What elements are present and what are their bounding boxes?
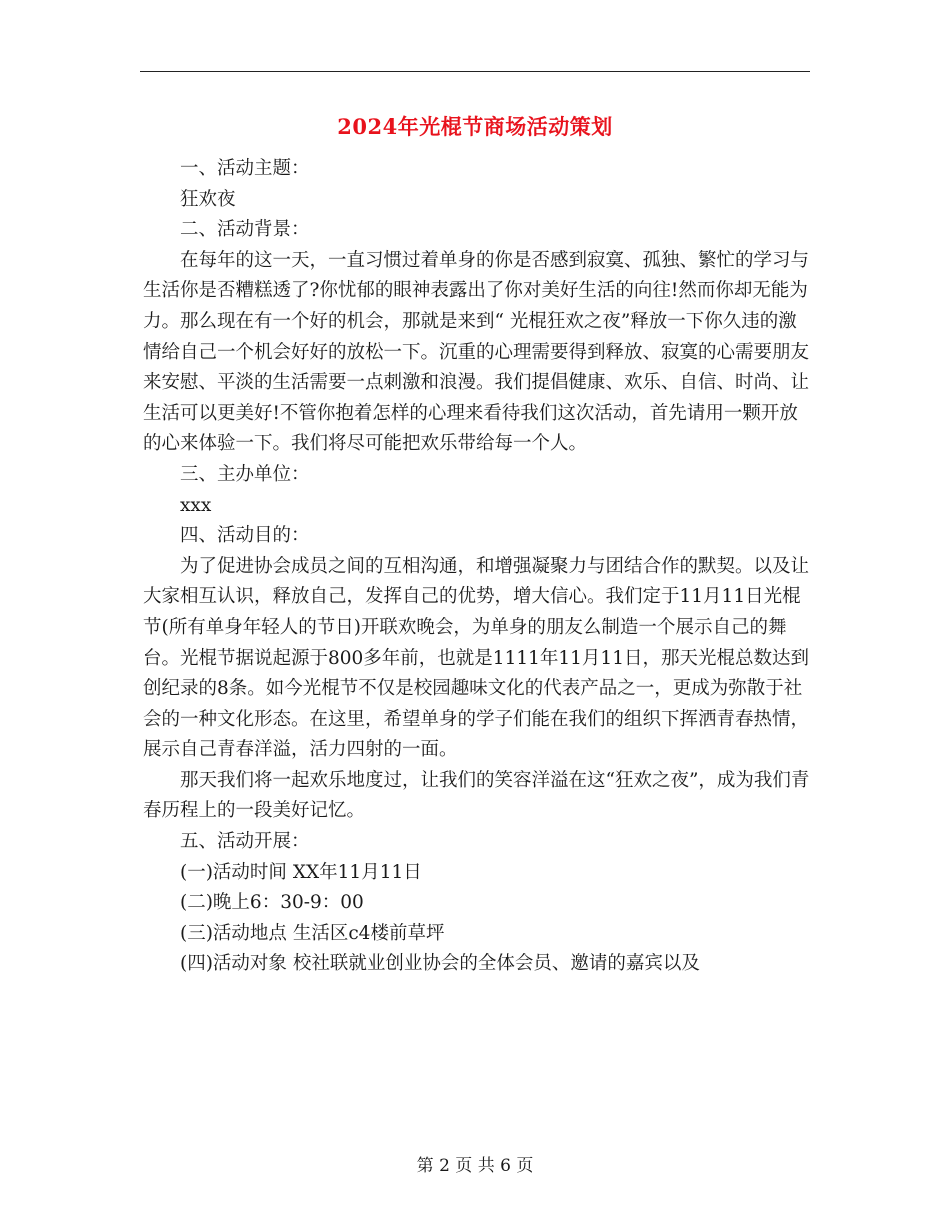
purpose-closing-paragraph: 那天我们将一起欢乐地度过，让我们的笑容洋溢在这“狂欢之夜”，成为我们青春历程上的一段美好记忆。 [143, 769, 810, 822]
section-heading-theme: 一、活动主题： [180, 158, 310, 179]
header-rule [140, 71, 810, 72]
section-heading-activities: 五、活动开展： [180, 831, 310, 853]
activity-audience: (四)活动对象 校社联就业创业协会的全体会员、邀请的嘉宾以及 [180, 953, 700, 975]
purpose-paragraph: 为了促进协会成员之间的互相沟通，和增强凝聚力与团结合作的默契。以及让大家相互认识，释放自己，发挥自己的优势，增大信心。我们定于11月11日光棍节(所有单身年轻人的节日)开联欢晚会，为单身的朋友么制造一个展示自己的舞台。光棍节据说起源于800多年前，也就是1111年11月11日，那天光棍总数达到创纪录的8条。如今光棍节不仅是校园趣味文化的代表产品之一，更成为弥散于社会的一种文化形态。在这里，希望单身的学子们能在我们的组织下挥洒青春热情，展示自己青春洋溢，活力四射的一面。 [143, 555, 810, 761]
section-heading-purpose: 四、活动目的： [180, 525, 310, 547]
theme-value: 狂欢夜 [180, 188, 236, 210]
document-title: 2024年光棍节商场活动策划 [337, 114, 613, 139]
background-paragraph: 在每年的这一天，一直习惯过着单身的你是否感到寂寞、孤独、繁忙的学习与生活你是否糟糕透了?你忧郁的眼神表露出了你对美好生活的向往!然而你却无能为力。那么现在有一个好的机会，那就是来到“ 光棍狂欢之夜”释放一下你久违的激情给自己一个机会好好的放松一下。沉重的心理需要得到释放、寂寞的心需要朋友来安慰、平淡的生活需要一点刺激和浪漫。我们提倡健康、欢乐、自信、时尚、让生活可以更美好!不管你抱着怎样的心理来看待我们这次活动，首先请用一颗开放的心来体验一下。我们将尽可能把欢乐带给每一个人。 [143, 249, 810, 455]
section-heading-organizer: 三、主办单位： [180, 463, 310, 485]
activity-location: (三)活动地点 生活区c4楼前草坪 [180, 922, 445, 944]
organizer-value: xxx [180, 494, 212, 516]
activity-time: (一)活动时间 XX年11月11日 [180, 861, 422, 883]
section-heading-background: 二、活动背景： [180, 219, 310, 241]
activity-hours: (二)晚上6：30-9：00 [180, 892, 364, 914]
document-body [143, 154, 813, 980]
page-footer: 第 2 页 共 6 页 [416, 1156, 534, 1176]
